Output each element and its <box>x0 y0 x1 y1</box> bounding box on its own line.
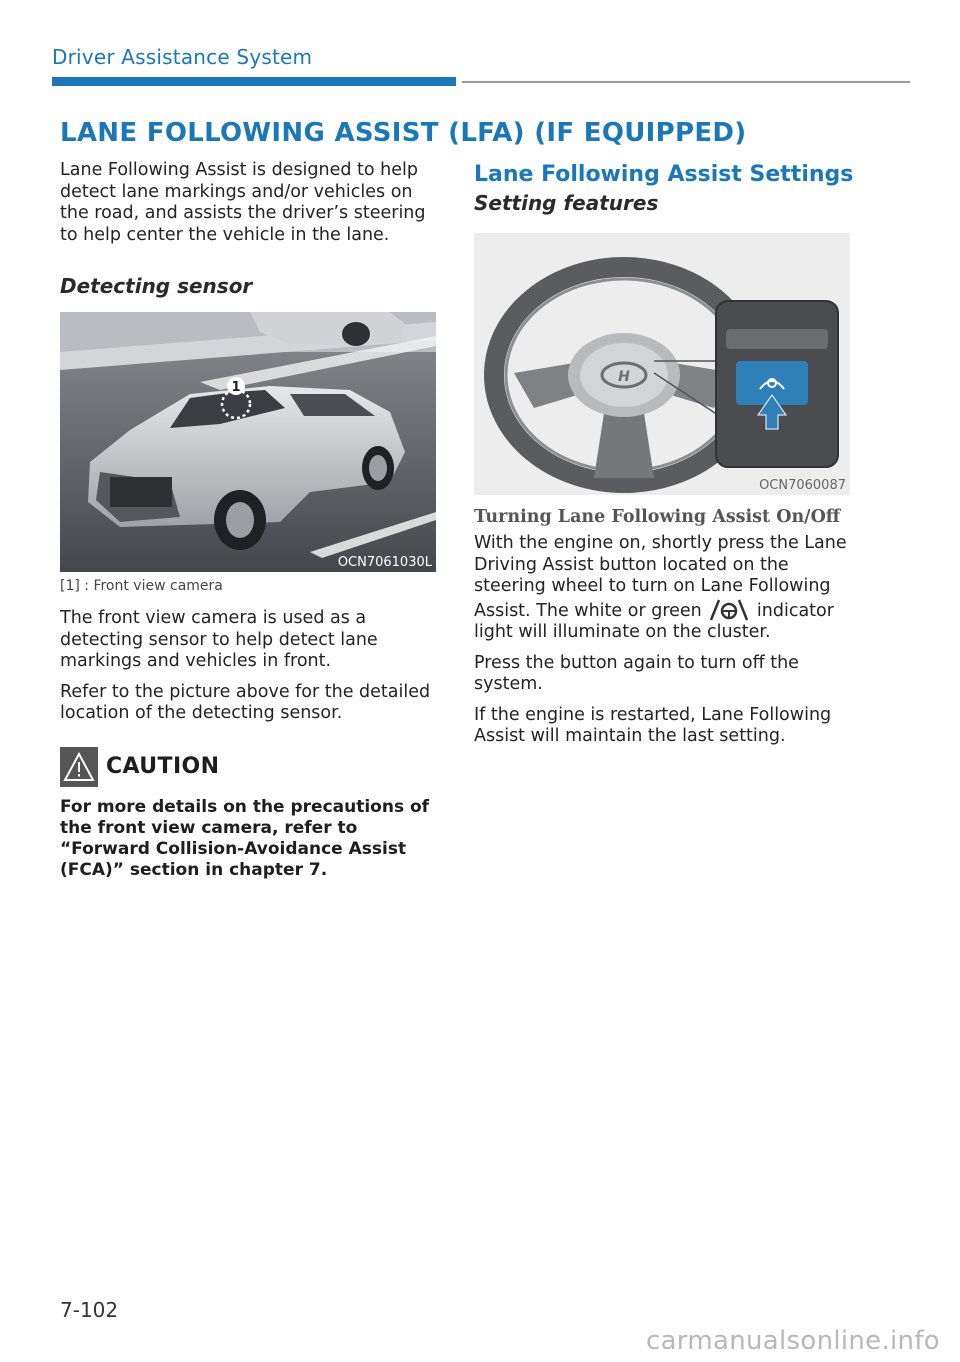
turn-on-paragraph <box>474 533 854 644</box>
turn-off-paragraph: Press the button again to turn off the system. <box>474 652 799 694</box>
header-accent-bar <box>52 77 456 86</box>
figure-code: OCN7061030L <box>337 555 432 570</box>
left-column <box>60 160 438 881</box>
refer-paragraph: Refer to the picture above for the detailed location of the detecting sensor. <box>60 681 431 723</box>
figure-code: OCN7060087 <box>759 478 846 493</box>
turn-on-text-after: indicator light will illuminate on the cluster. <box>474 600 834 642</box>
header-title: Driver Assistance System <box>52 45 313 69</box>
sensor-paragraph: The front view camera is used as a detecting sensor to help detect lane markings and vehicles in front. <box>60 608 378 671</box>
header-rule <box>462 81 910 83</box>
restart-paragraph: If the engine is restarted, Lane Following Assist will maintain the last setting. <box>474 704 832 746</box>
turn-on-text-before: With the engine on, shortly press the Lane Driving Assist button located on the steering wheel to turn on Lane Following Assist. The white or green <box>474 533 847 621</box>
steering-wheel-illustration <box>474 233 850 495</box>
watermark: carmanualsonline.info <box>645 1326 940 1356</box>
steering-wheel-figure <box>474 233 850 495</box>
section-title: LANE FOLLOWING ASSIST (LFA) (IF EQUIPPED) <box>60 118 747 148</box>
right-column <box>474 160 854 757</box>
intro-paragraph: Lane Following Assist is designed to help detect lane markings and/or vehicles on the road, and assists the driver’s steering to help center the vehicle in the lane. <box>60 160 426 245</box>
callout-number: 1 <box>231 380 241 395</box>
settings-title: Lane Following Assist Settings <box>474 162 854 187</box>
car-camera-illustration <box>60 312 436 572</box>
detecting-sensor-figure <box>60 312 436 572</box>
svg-text:H: H <box>618 369 630 385</box>
caution-header <box>60 747 438 787</box>
onoff-heading: Turning Lane Following Assist On/Off <box>474 507 841 527</box>
detecting-sensor-heading: Detecting sensor <box>60 274 253 298</box>
lane-following-assist-icon <box>707 598 751 622</box>
warning-triangle-icon <box>60 747 98 787</box>
caution-title: CAUTION <box>106 754 220 779</box>
caution-body: For more details on the precautions of the front view camera, refer to “Forward Collision-Avoidance Assist (FCA)” section in chapter 7. <box>60 796 430 880</box>
figure-caption: [1] : Front view camera <box>60 578 223 594</box>
page-number: 7-102 <box>60 1298 119 1322</box>
setting-features-heading: Setting features <box>474 191 659 215</box>
